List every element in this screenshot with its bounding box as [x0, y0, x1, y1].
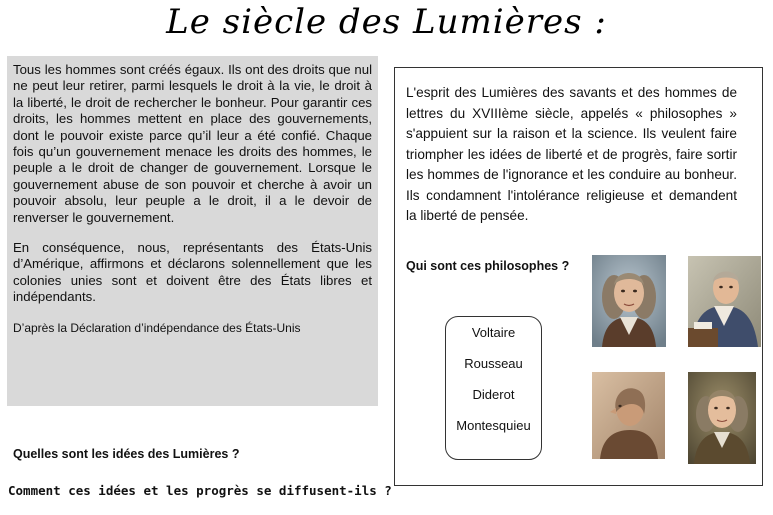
question-diffusion: Comment ces idées et les progrès se diffusent-ils ?: [8, 483, 392, 498]
page-title: Le siècle des Lumières :: [166, 2, 607, 42]
philosophe-names-list: [445, 316, 542, 460]
portrait-image: [592, 372, 665, 459]
portrait-image: [592, 255, 666, 347]
question-lumieres-ideas: Quelles sont les idées des Lumières ?: [13, 447, 240, 461]
declaration-box: [7, 56, 378, 406]
declaration-source: D’après la Déclaration d’indépendance des États-Unis: [13, 320, 301, 335]
declaration-paragraph-1: Tous les hommes sont créés égaux. Ils ont des droits que nul ne peut leur retirer, parmi lesquels le droit à la vie, le droit à la liberté, le droit de rechercher le bonheur. Pour garantir ces droits, les hommes mettent en place des gouvernements, dont le pouvoir existe parce qu’il leur a été confié. Chaque fois qu’un gouvernement menace les droits des hommes, le peuple a le droit de changer de gouvernement. Lorsque le gouvernement abuse de son pouvoir et cherche à avoir un pouvoir absolu, leur peuple a le droit, il a le devoir de renverser le gouvernement.: [13, 62, 372, 225]
declaration-paragraph-2: En conséquence, nous, représentants des États-Unis d’Amérique, affirmons et déclarons solennellement que les colonies unies sont et doivent être des États libres et indépendants.: [13, 240, 372, 305]
philosophes-box: [394, 67, 763, 486]
philosophe-name: Rousseau: [464, 356, 523, 371]
philosophe-name: Voltaire: [471, 325, 516, 340]
philosophes-question: Qui sont ces philosophes ?: [406, 259, 570, 273]
portrait-image: [688, 372, 756, 464]
portrait-image: [688, 256, 761, 347]
philosophes-description: L'esprit des Lumières des savants et des hommes de lettres du XVIIIème siècle, appelés « philosophes » s'appuient sur la raison et la science. Ils veulent faire triompher les idées de liberté et de progrès, faire sortir les hommes de l'ignorance et les conduire au bonheur. Ils condamnent l'intolérance religieuse et demandent la liberté de pensée.: [406, 85, 737, 223]
philosophe-name: Diderot: [472, 387, 515, 402]
philosophe-name: Montesquieu: [456, 418, 531, 433]
